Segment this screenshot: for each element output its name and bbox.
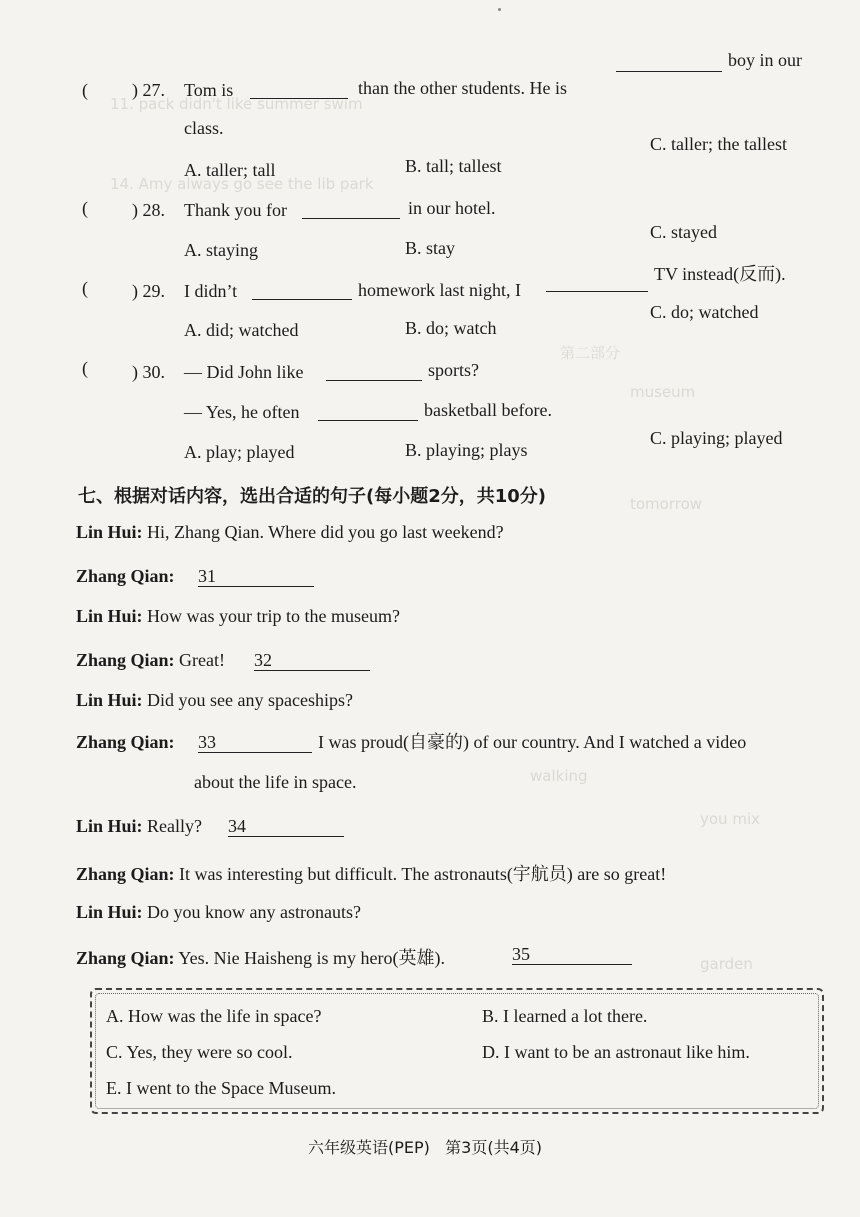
option-b: B. I learned a lot there. <box>482 1006 648 1026</box>
scan-speck <box>498 8 501 11</box>
speaker-zhang-qian: Zhang Qian: <box>76 566 175 586</box>
q28-blank[interactable] <box>302 217 400 219</box>
answer-blank-34[interactable] <box>228 816 344 837</box>
q29-option-b: B. do; watch <box>405 318 497 338</box>
answer-blank-33[interactable] <box>198 732 312 753</box>
q29-paren: ( <box>82 278 88 298</box>
q30-number: ) 30. <box>132 362 165 382</box>
q30-text-3: — Yes, he often <box>184 402 300 422</box>
q29-blank-1[interactable] <box>252 298 352 300</box>
speaker-zhang-qian: Zhang Qian: <box>76 864 175 884</box>
dialog-line-3 <box>76 606 400 627</box>
section-7-title: 七、根据对话内容，选出合适的句子(每小题2分，共10分) <box>78 486 547 507</box>
dialog-text: Yes. Nie Haisheng is my hero(英雄). <box>178 948 446 968</box>
dialog-line-6 <box>76 732 175 753</box>
q27-text-4: class. <box>184 118 224 138</box>
q30-option-b: B. playing; plays <box>405 440 528 460</box>
blank-number-35: 35 <box>512 944 530 964</box>
q29-option-a: A. did; watched <box>184 320 299 340</box>
q30-option-c: C. playing; played <box>650 428 783 448</box>
q27-option-b: B. tall; tallest <box>405 156 502 176</box>
q30-blank-2[interactable] <box>318 419 418 421</box>
option-a: A. How was the life in space? <box>106 1006 322 1026</box>
option-e: E. I went to the Space Museum. <box>106 1078 336 1098</box>
q28-option-a: A. staying <box>184 240 258 260</box>
option-c: C. Yes, they were so cool. <box>106 1042 293 1062</box>
q27-number: ) 27. <box>132 80 165 100</box>
q28-number: ) 28. <box>132 200 165 220</box>
dialog-text: Hi, Zhang Qian. Where did you go last weekend? <box>147 522 504 542</box>
q28-text-1: Thank you for <box>184 200 287 220</box>
q28-option-b: B. stay <box>405 238 456 258</box>
q29-option-c: C. do; watched <box>650 302 759 322</box>
option-d: D. I want to be an astronaut like him. <box>482 1042 750 1062</box>
q30-text-2: sports? <box>428 360 479 380</box>
speaker-zhang-qian: Zhang Qian: <box>76 650 175 670</box>
blank-number-34: 34 <box>228 816 246 836</box>
blank-number-33: 33 <box>198 732 216 752</box>
dialog-line-1 <box>76 522 504 543</box>
q28-text-2: in our hotel. <box>408 198 496 218</box>
dialog-line-5 <box>76 690 353 711</box>
blank-number-31: 31 <box>198 566 216 586</box>
q30-text-4: basketball before. <box>424 400 552 420</box>
q30-blank-1[interactable] <box>326 379 422 381</box>
dialog-text: It was interesting but difficult. The astronauts(宇航员) are so great! <box>179 864 667 884</box>
dialog-line-8 <box>76 860 666 886</box>
q30-text-1: — Did John like <box>184 362 304 382</box>
dialog-text-continued: about the life in space. <box>194 772 357 792</box>
page-footer: 六年级英语(PEP) 第3页(共4页) <box>308 1138 542 1157</box>
bleed-through-text: garden <box>700 955 753 973</box>
dialog-line-9 <box>76 902 361 923</box>
dialog-text: Great! <box>179 650 226 670</box>
dialog-text: Really? <box>147 816 203 836</box>
bleed-through-text: 11. pack didn't like summer swim <box>110 95 363 113</box>
q27-text-3: boy in our <box>728 50 802 70</box>
q27-text-1: Tom is <box>184 80 234 100</box>
q30-paren: ( <box>82 358 88 378</box>
q29-text-2: homework last night, I <box>358 280 521 300</box>
answer-blank-32[interactable] <box>254 650 370 671</box>
answer-blank-35[interactable] <box>512 944 632 965</box>
bleed-through-text: 14. Amy always go see the lib park <box>110 175 374 193</box>
q30-option-a: A. play; played <box>184 442 295 462</box>
q27-blank-2[interactable] <box>616 70 722 72</box>
dialog-line-4 <box>76 650 225 671</box>
speaker-zhang-qian: Zhang Qian: <box>76 732 175 752</box>
q29-number: ) 29. <box>132 281 165 301</box>
speaker-zhang-qian: Zhang Qian: <box>76 948 175 968</box>
bleed-through-text: tomorrow <box>630 495 703 513</box>
dialog-text: Did you see any spaceships? <box>147 690 353 710</box>
speaker-lin-hui: Lin Hui: <box>76 816 143 836</box>
dialog-line-7 <box>76 816 202 837</box>
dialog-text: How was your trip to the museum? <box>147 606 400 626</box>
speaker-lin-hui: Lin Hui: <box>76 690 143 710</box>
speaker-lin-hui: Lin Hui: <box>76 522 143 542</box>
dialog-text: Do you know any astronauts? <box>147 902 361 922</box>
q27-blank-1[interactable] <box>250 97 348 99</box>
dialog-line-2 <box>76 566 175 587</box>
bleed-through-text: you mix <box>700 810 760 828</box>
q28-option-c: C. stayed <box>650 222 717 242</box>
bleed-through-text: 第二部分 <box>560 344 621 362</box>
q27-option-c: C. taller; the tallest <box>650 134 787 154</box>
bleed-through-text: walking <box>530 767 588 785</box>
q29-text-3: TV instead(反而). <box>654 264 786 284</box>
q27-paren: ( <box>82 80 88 100</box>
q27-text-2: than the other students. He is <box>358 78 567 98</box>
blank-number-32: 32 <box>254 650 272 670</box>
q27-option-a: A. taller; tall <box>184 160 276 180</box>
dialog-text: I was proud(自豪的) of our country. And I watched a video <box>318 732 747 752</box>
speaker-lin-hui: Lin Hui: <box>76 902 143 922</box>
answer-blank-31[interactable] <box>198 566 314 587</box>
q28-paren: ( <box>82 198 88 218</box>
dialog-line-10 <box>76 944 445 970</box>
q29-blank-2[interactable] <box>546 290 648 292</box>
bleed-through-text: museum <box>630 383 696 401</box>
speaker-lin-hui: Lin Hui: <box>76 606 143 626</box>
q29-text-1: I didn’t <box>184 281 238 301</box>
